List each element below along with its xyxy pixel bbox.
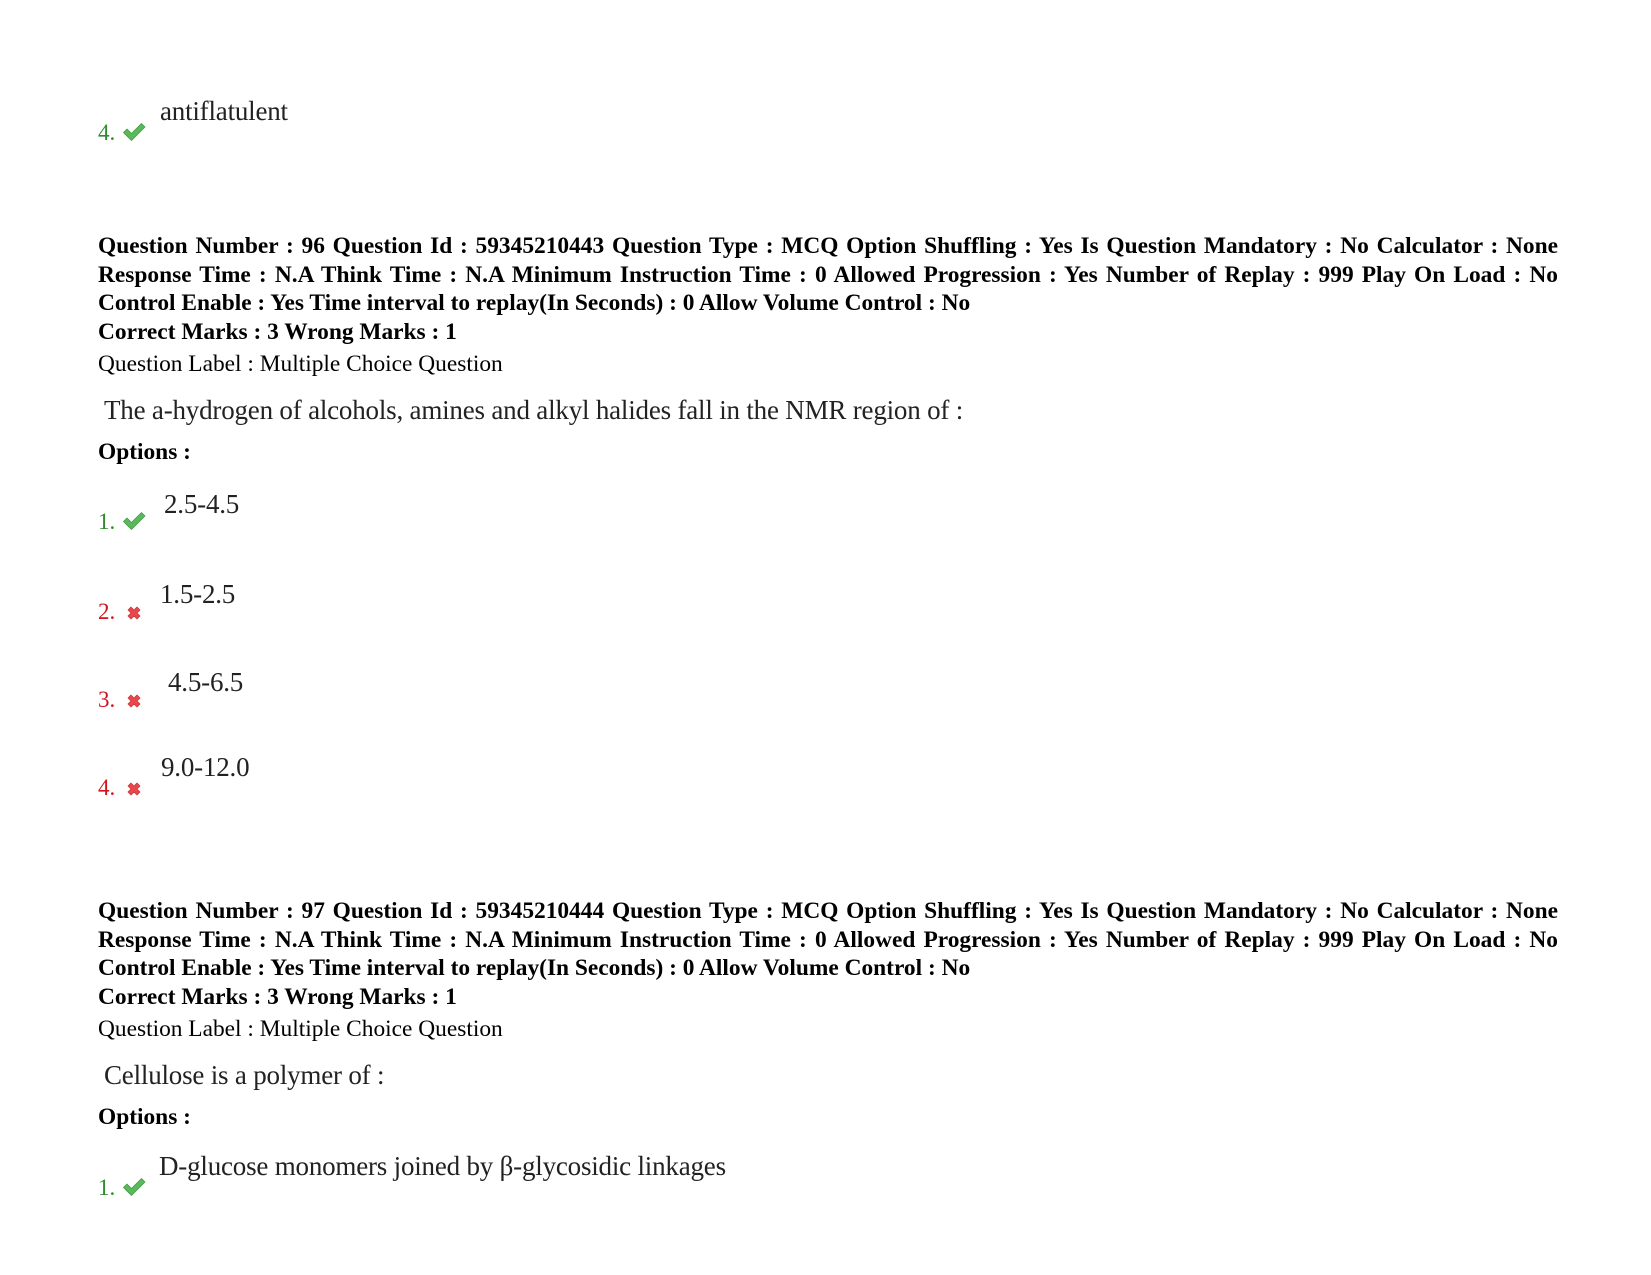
option-number: 4. (98, 120, 116, 145)
option-text: 9.0-12.0 (161, 752, 250, 782)
question-96-options-heading: Options : (98, 439, 191, 465)
cross-icon (125, 692, 143, 710)
question-96-label: Question Label : Multiple Choice Question (98, 351, 503, 377)
check-icon (122, 122, 146, 142)
option-text: 1.5-2.5 (160, 579, 236, 609)
option-text: 2.5-4.5 (164, 489, 240, 519)
check-icon (122, 511, 146, 531)
question-97-marks: Correct Marks : 3 Wrong Marks : 1 (98, 984, 457, 1010)
question-97-label: Question Label : Multiple Choice Question (98, 1016, 503, 1042)
question-97-meta: Question Number : 97 Question Id : 59345210444 Question Type : MCQ Option Shuffling : Yes Is Question Mandatory : No Calculator : None Response Time : N.A Think Time : N.A Minimum Instruction Time : 0 Allowed Progression : Yes Number of Replay : 999 Play On Load : No Control Enable : Yes Time interval to replay(In Seconds) : 0 Allow Volume Control : No (98, 898, 1558, 981)
option-number: 4. (98, 775, 116, 800)
option-number: 2. (98, 599, 116, 624)
option-text: D-glucose monomers joined by β-glycosidic linkages (159, 1151, 726, 1181)
question-96-meta: Question Number : 96 Question Id : 59345210443 Question Type : MCQ Option Shuffling : Yes Is Question Mandatory : No Calculator : None Response Time : N.A Think Time : N.A Minimum Instruction Time : 0 Allowed Progression : Yes Number of Replay : 999 Play On Load : No Control Enable : Yes Time interval to replay(In Seconds) : 0 Allow Volume Control : No (98, 233, 1558, 316)
option-text: 4.5-6.5 (168, 667, 244, 697)
question-97-text: Cellulose is a polymer of : (104, 1060, 385, 1090)
cross-icon (125, 780, 143, 798)
question-96-text: The a-hydrogen of alcohols, amines and alkyl halides fall in the NMR region of : (104, 395, 964, 425)
question-96-marks: Correct Marks : 3 Wrong Marks : 1 (98, 319, 457, 345)
option-text: antiflatulent (160, 96, 288, 126)
option-number: 3. (98, 687, 116, 712)
question-97-options-heading: Options : (98, 1104, 191, 1130)
cross-icon (125, 604, 143, 622)
option-number: 1. (98, 509, 116, 534)
option-number: 1. (98, 1175, 116, 1200)
check-icon (122, 1177, 146, 1197)
